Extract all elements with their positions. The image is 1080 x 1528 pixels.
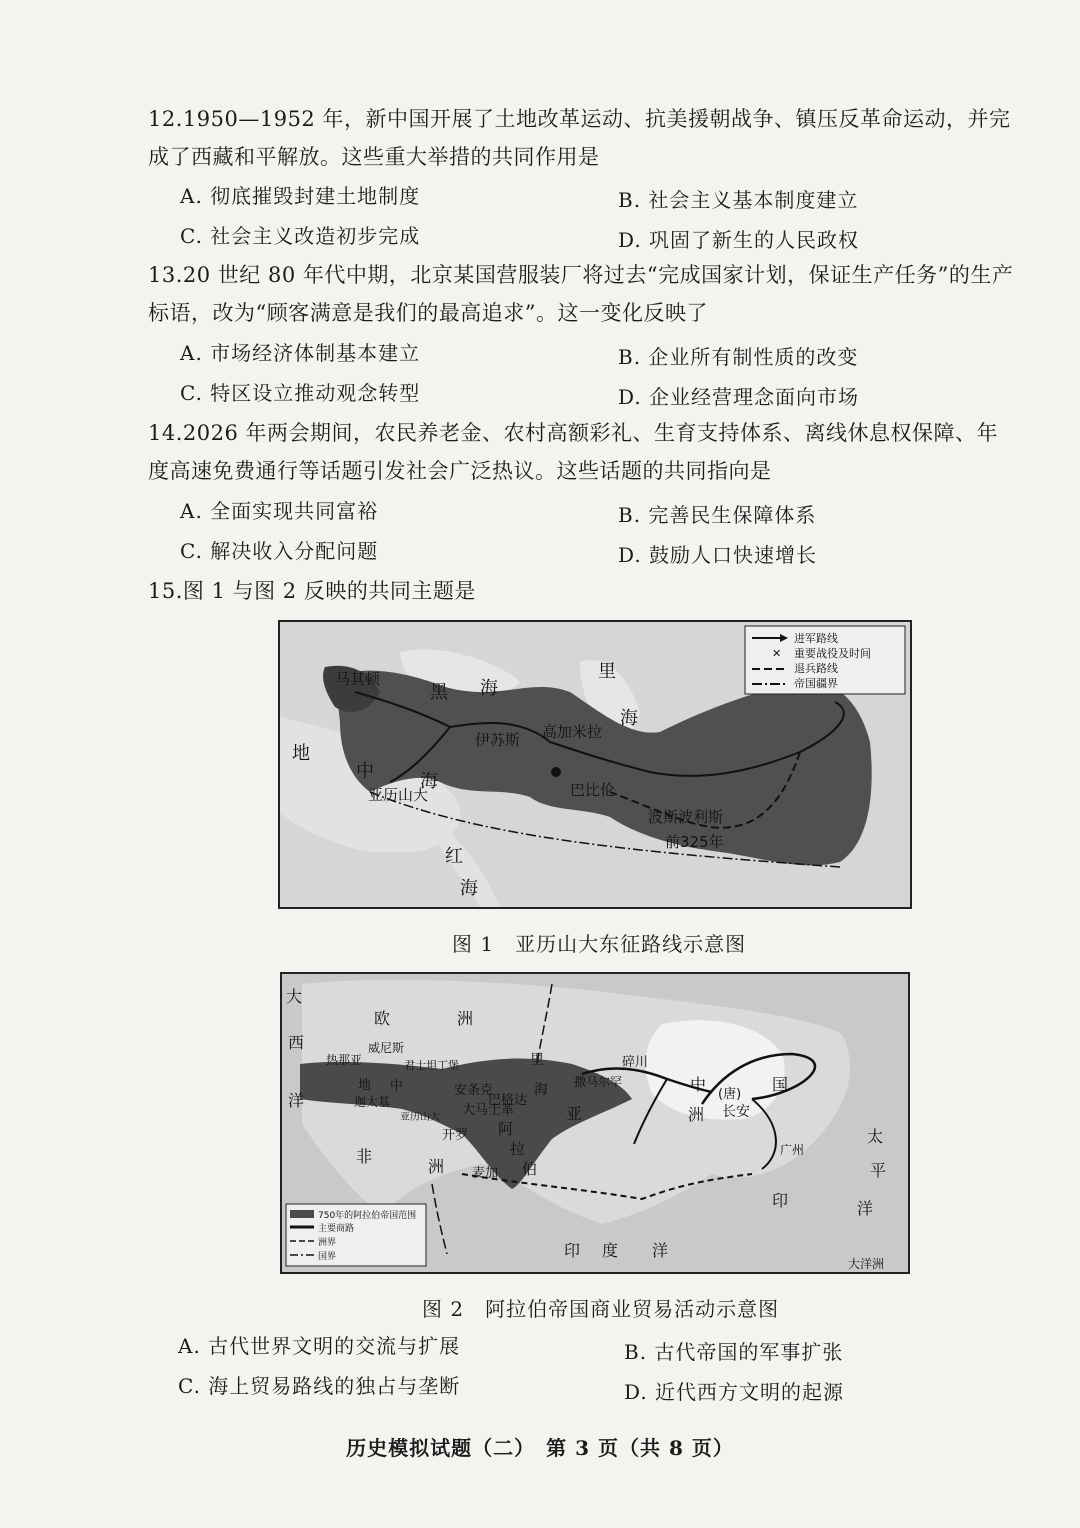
label-constantinople: 君士坦丁堡: [404, 1059, 459, 1072]
figure-1-map: [278, 620, 912, 909]
label-gaugamela: 高加米拉: [542, 723, 603, 741]
label-yin: 印: [772, 1191, 789, 1210]
label-baghdad: 巴格达: [488, 1093, 528, 1108]
legend-advance-route: 进军路线: [794, 632, 838, 645]
label-china-asia-1: 中: [690, 1075, 707, 1094]
label-med-di: 地: [358, 1078, 372, 1093]
question-14-stem: 14.2026 年两会期间，农民养老金、农村高额彩礼、生育支持体系、离线休息权保障、年度高速免费通行等话题引发社会广泛热议。这些话题的共同指向是: [148, 421, 999, 483]
label-med-1: 地: [292, 743, 310, 764]
label-macedonia: 马其顿: [335, 670, 381, 688]
label-caspian-2b: 海: [534, 1082, 548, 1098]
q14-option-d: D. 鼓励人口快速增长: [618, 543, 818, 567]
q12-option-a: A. 彻底摧毁封建土地制度: [180, 184, 421, 208]
label-changan: 长安: [722, 1104, 750, 1120]
legend-continent-border: 洲界: [318, 1238, 337, 1248]
q13-option-c: C. 特区设立推动观念转型: [180, 381, 421, 405]
question-13-stem: 13.20 世纪 80 年代中期，北京某国营服装厂将过去“完成国家计划，保证生产任务”的生产标语，改为“顾客满意是我们的最高追求”。这一变化反映了: [148, 263, 1014, 325]
arab-trade-map: [282, 974, 908, 1272]
label-oceania: 大洋洲: [848, 1257, 885, 1271]
label-babylon: 巴比伦: [570, 781, 616, 799]
label-indian-2: 度: [602, 1241, 619, 1260]
label-black-1: 黑: [430, 682, 448, 703]
label-venice: 威尼斯: [368, 1041, 405, 1055]
legend-country-border: 国界: [318, 1252, 337, 1262]
label-damascus: 大马士革: [462, 1103, 515, 1118]
question-12: [148, 100, 1018, 176]
label-china-asia-2: 洲: [688, 1105, 705, 1124]
label-pacific-3: 洋: [857, 1199, 874, 1218]
label-alexandria-2: 亚历山大: [400, 1112, 440, 1123]
label-med-2: 中: [356, 761, 374, 782]
q14-option-c: C. 解决收入分配问题: [180, 539, 379, 563]
q14-option-a: A. 全面实现共同富裕: [180, 499, 379, 523]
label-caspian-1b: 里: [530, 1052, 544, 1068]
legend-empire-border: 帝国疆界: [794, 677, 838, 690]
label-carthage: 迦太基: [354, 1095, 391, 1109]
q15-option-a: A. 古代世界文明的交流与扩展: [178, 1334, 461, 1358]
label-samarkand: 撒马尔罕: [574, 1075, 623, 1089]
question-14: [148, 414, 1018, 490]
label-africa-1: 非: [356, 1147, 373, 1166]
label-cairo: 开罗: [442, 1128, 469, 1143]
label-black-2: 海: [480, 678, 498, 699]
q15-option-c: C. 海上贸易路线的独占与垄断: [178, 1374, 461, 1398]
label-issus: 伊苏斯: [475, 731, 521, 749]
label-arab-a: 阿: [498, 1120, 514, 1138]
legend-retreat-route: 退兵路线: [794, 662, 838, 675]
label-med-3: 海: [420, 771, 438, 792]
q15-option-b: B. 古代帝国的军事扩张: [624, 1340, 844, 1364]
q13-option-d: D. 企业经营理念面向市场: [618, 385, 860, 409]
label-caspian-2: 海: [620, 708, 638, 729]
label-arab-la: 拉: [510, 1140, 526, 1158]
label-red-2: 海: [460, 878, 478, 899]
label-indian-1: 印: [564, 1241, 581, 1260]
legend-battle: 重要战役及时间: [794, 647, 871, 660]
label-africa-2: 洲: [428, 1157, 445, 1176]
q14-option-b: B. 完善民生保障体系: [618, 503, 817, 527]
q12-option-d: D. 巩固了新生的人民政权: [618, 228, 860, 252]
page-footer: 历史模拟试题（二） 第 3 页（共 8 页）: [346, 1436, 734, 1460]
q15-option-d: D. 近代西方文明的起源: [624, 1380, 845, 1404]
label-genoa: 热那亚: [326, 1053, 363, 1067]
figure-2-caption: 图 2 阿拉伯帝国商业贸易活动示意图: [422, 1297, 780, 1321]
label-europe-2: 洲: [457, 1009, 474, 1028]
label-antioch: 安条克: [454, 1083, 494, 1098]
label-caspian-1: 里: [598, 661, 616, 682]
label-alexandria: 亚历山大: [368, 786, 429, 804]
label-325bc: 前325年: [665, 833, 724, 851]
question-15: [148, 572, 1018, 610]
label-med-zhong: 中: [390, 1079, 404, 1094]
label-pacific-1: 太: [867, 1127, 884, 1146]
svg-text:✕: ✕: [772, 647, 782, 660]
question-13: [148, 256, 1018, 332]
label-indian-3: 洋: [652, 1241, 669, 1260]
label-asia-ya: 亚: [566, 1104, 583, 1123]
figure-1-caption: 图 1 亚历山大东征路线示意图: [452, 932, 747, 956]
label-mecca: 麦加: [472, 1166, 499, 1181]
figure-2-map: [280, 972, 910, 1274]
question-15-stem: 15.图 1 与图 2 反映的共同主题是: [148, 579, 476, 603]
label-persepolis: 波斯波利斯: [648, 808, 724, 826]
q13-option-a: A. 市场经济体制基本建立: [180, 341, 421, 365]
label-atl-2: 西: [288, 1033, 305, 1052]
alexander-campaign-map: [280, 622, 910, 907]
q12-option-b: B. 社会主义基本制度建立: [618, 188, 859, 212]
label-europe-1: 欧: [374, 1009, 391, 1028]
q13-option-b: B. 企业所有制性质的改变: [618, 345, 859, 369]
label-atl-3: 洋: [288, 1091, 305, 1110]
legend-arab-empire: 750年的阿拉伯帝国范围: [318, 1211, 417, 1221]
question-12-stem: 12.1950—1952 年，新中国开展了土地改革运动、抗美援朝战争、镇压反革命运动，并完成了西藏和平解放。这些重大举措的共同作用是: [148, 107, 1011, 169]
label-guo: 国: [772, 1075, 789, 1094]
label-suyab: 碎川: [622, 1055, 649, 1070]
label-tang: (唐): [718, 1087, 742, 1102]
legend-trade-route: 主要商路: [318, 1224, 355, 1234]
label-red-1: 红: [445, 846, 463, 867]
label-atl-1: 大: [286, 987, 303, 1006]
label-arab-bo: 伯: [522, 1160, 538, 1178]
label-pacific-2: 平: [870, 1161, 887, 1180]
q12-option-c: C. 社会主义改造初步完成: [180, 224, 421, 248]
label-guangzhou: 广州: [780, 1143, 805, 1157]
